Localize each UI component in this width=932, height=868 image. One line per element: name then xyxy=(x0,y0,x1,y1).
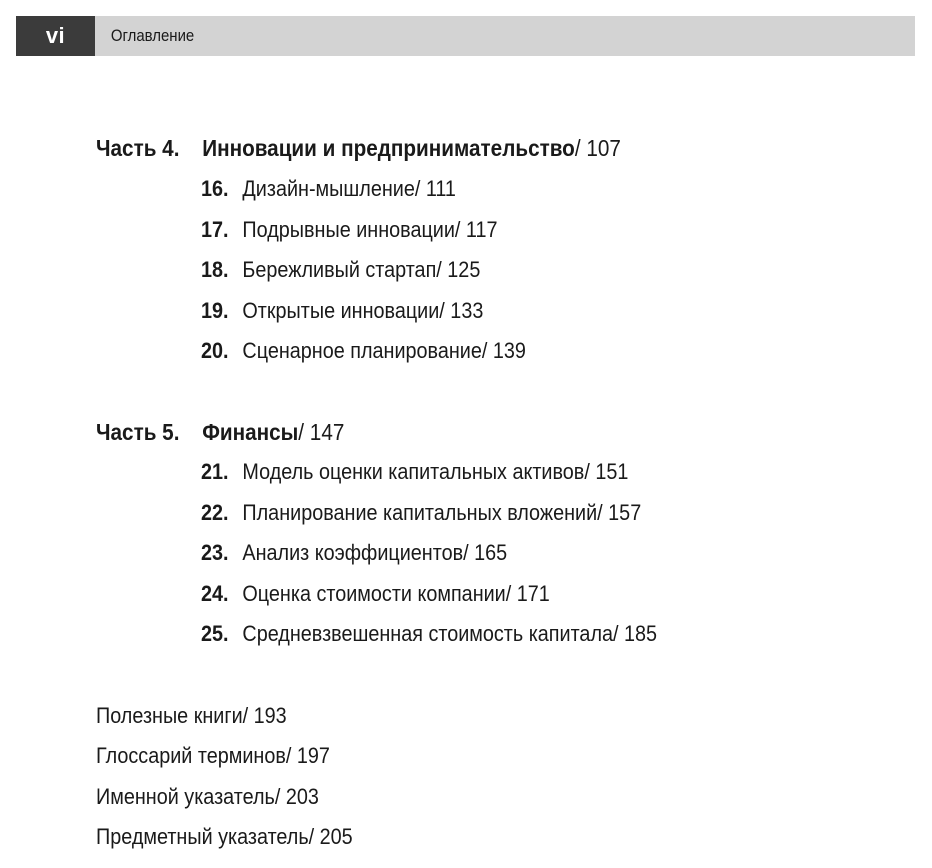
toc-part-5[interactable] xyxy=(96,419,344,446)
chapter-page: / 133 xyxy=(439,298,484,323)
chapter-page: / 157 xyxy=(597,500,642,525)
chapter-number: 17. xyxy=(201,217,229,242)
chapter-page: / 125 xyxy=(436,257,481,282)
toc-chapter-25[interactable] xyxy=(201,621,657,647)
chapter-title: Подрывные инновации xyxy=(242,217,455,242)
chapter-title: Планирование капитальных вложений xyxy=(242,500,598,525)
page-header xyxy=(16,16,915,56)
chapter-page: / 165 xyxy=(463,540,508,565)
chapter-number: 23. xyxy=(201,540,229,565)
chapter-title: Средневзвешенная стоимость капитала xyxy=(242,621,614,646)
toc-chapter-16[interactable] xyxy=(201,176,456,202)
part-title: Инновации и предпринимательство xyxy=(202,135,575,161)
toc-chapter-20[interactable] xyxy=(201,338,526,364)
toc-back-name-index[interactable] xyxy=(96,784,319,810)
toc-chapter-17[interactable] xyxy=(201,217,497,243)
back-matter-title: Именной указатель xyxy=(96,784,275,809)
chapter-number: 18. xyxy=(201,257,229,282)
toc-chapter-22[interactable] xyxy=(201,500,641,526)
chapter-title: Анализ коэффициентов xyxy=(242,540,464,565)
page-number: vi xyxy=(16,16,95,56)
toc-chapter-19[interactable] xyxy=(201,298,483,324)
chapter-number: 22. xyxy=(201,500,229,525)
back-matter-page: / 205 xyxy=(308,824,353,849)
chapter-number: 24. xyxy=(201,581,229,606)
back-matter-page: / 197 xyxy=(285,743,330,768)
chapter-title: Сценарное планирование xyxy=(242,338,482,363)
chapter-title: Бережливый стартап xyxy=(242,257,437,282)
chapter-number: 16. xyxy=(201,176,229,201)
part-label: Часть 5. xyxy=(96,419,180,445)
back-matter-title: Предметный указатель xyxy=(96,824,309,849)
running-title: Оглавление xyxy=(110,26,195,45)
chapter-number: 20. xyxy=(201,338,229,363)
chapter-number: 21. xyxy=(201,459,229,484)
chapter-title: Модель оценки капитальных активов xyxy=(242,459,585,484)
chapter-page: / 151 xyxy=(584,459,629,484)
toc-chapter-21[interactable] xyxy=(201,459,628,485)
chapter-title: Открытые инновации xyxy=(242,298,440,323)
chapter-page: / 139 xyxy=(481,338,526,363)
chapter-number: 19. xyxy=(201,298,229,323)
toc-chapter-24[interactable] xyxy=(201,581,550,607)
back-matter-title: Полезные книги xyxy=(96,703,243,728)
chapter-page: / 171 xyxy=(505,581,550,606)
toc-back-useful-books[interactable] xyxy=(96,703,287,729)
toc-back-subject-index[interactable] xyxy=(96,824,353,850)
chapter-number: 25. xyxy=(201,621,229,646)
chapter-page: / 185 xyxy=(613,621,658,646)
part-title: Финансы xyxy=(202,419,299,445)
part-page: / 147 xyxy=(298,419,345,445)
toc-part-4[interactable] xyxy=(96,135,621,162)
back-matter-title: Глоссарий терминов xyxy=(96,743,286,768)
chapter-title: Дизайн-мышление xyxy=(242,176,415,201)
back-matter-page: / 203 xyxy=(274,784,319,809)
chapter-page: / 117 xyxy=(454,217,498,242)
part-page: / 107 xyxy=(574,135,621,161)
chapter-title: Оценка стоимости компании xyxy=(242,581,506,606)
part-label: Часть 4. xyxy=(96,135,180,161)
toc-back-glossary[interactable] xyxy=(96,743,330,769)
toc-chapter-18[interactable] xyxy=(201,257,480,283)
back-matter-page: / 193 xyxy=(242,703,287,728)
toc-chapter-23[interactable] xyxy=(201,540,507,566)
chapter-page: / 111 xyxy=(414,176,456,201)
